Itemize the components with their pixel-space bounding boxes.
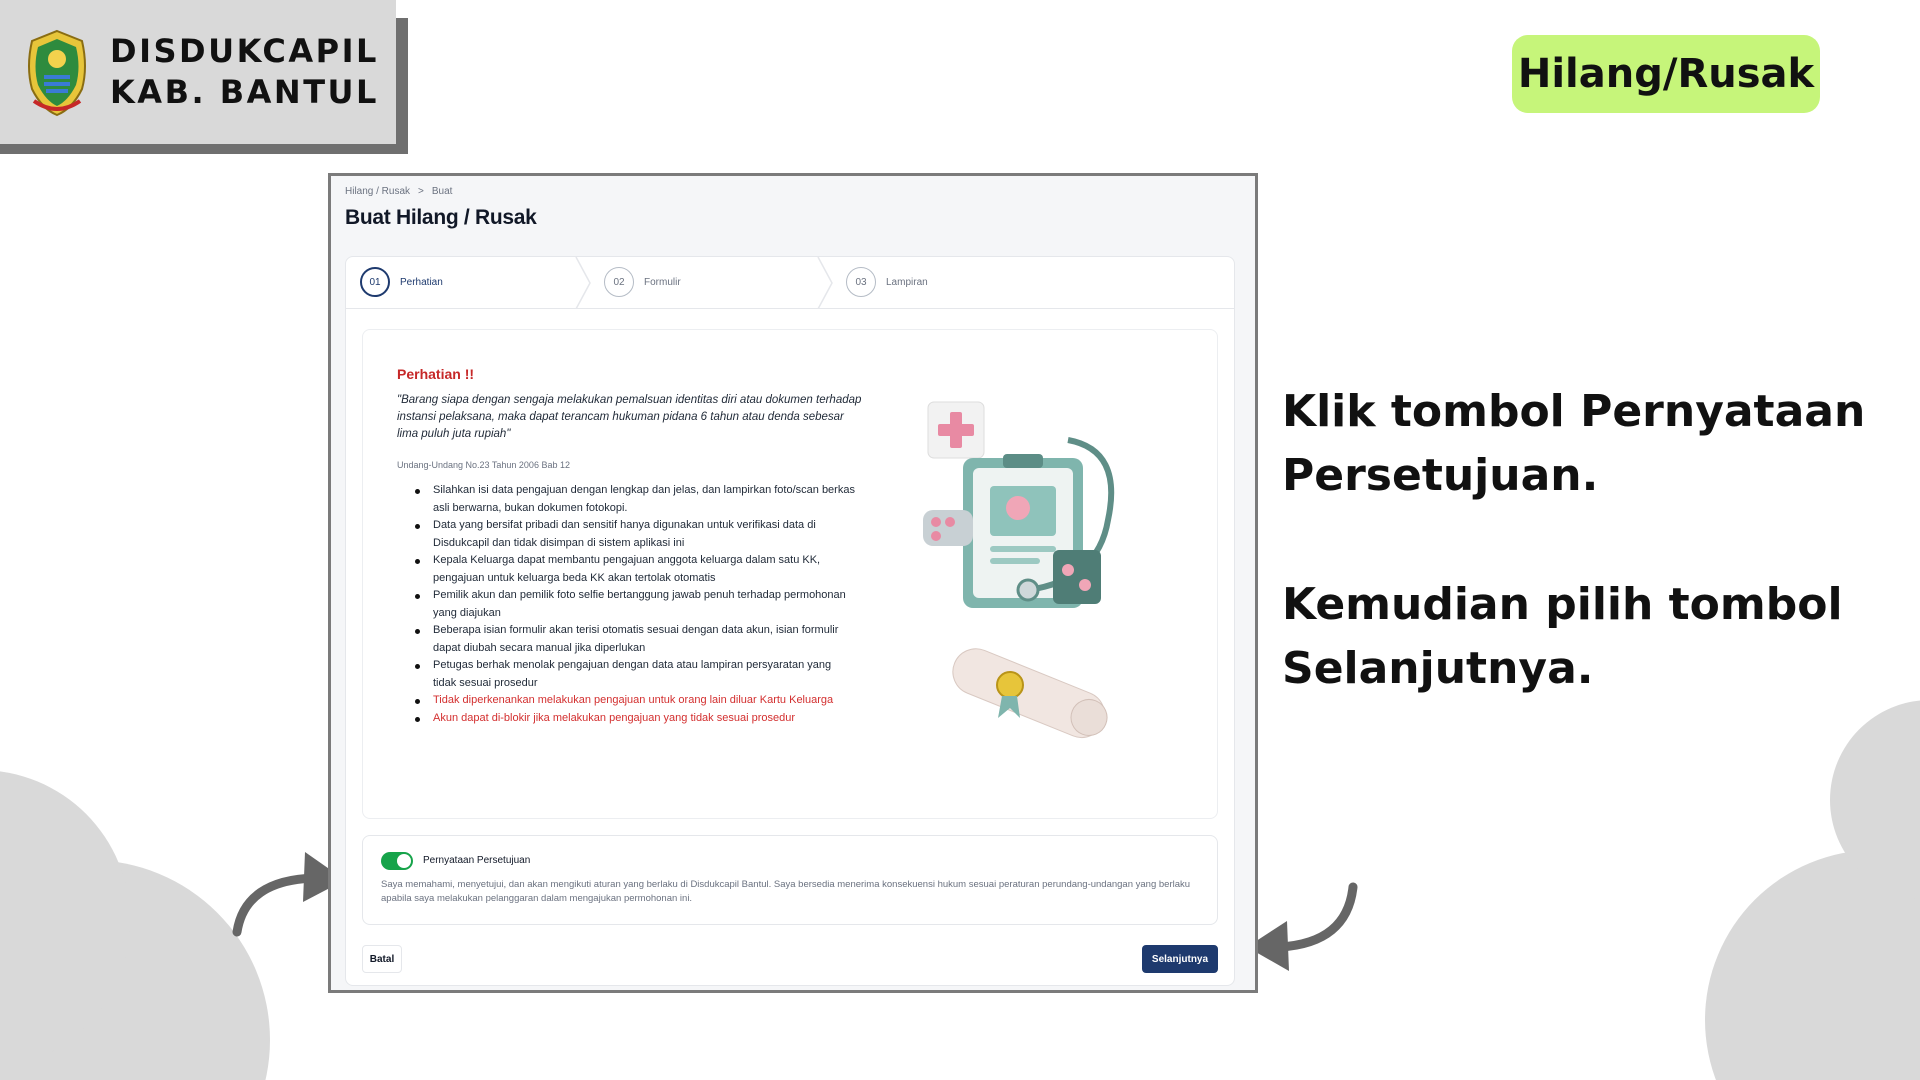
- step-divider-icon: [816, 257, 836, 309]
- breadcrumb-item-hilang-rusak[interactable]: Hilang / Rusak: [345, 186, 411, 197]
- rule-item-warning: Akun dapat di-blokir jika melakukan pengajuan yang tidak sesuai prosedur: [415, 710, 855, 728]
- rule-item-warning: Tidak diperkenankan melakukan pengajuan untuk orang lain diluar Kartu Keluarga: [415, 692, 855, 710]
- app-screenshot: [328, 173, 1258, 993]
- consent-title: Pernyataan Persetujuan: [423, 855, 531, 866]
- brand-line-1: DISDUKCAPIL: [110, 32, 379, 70]
- topic-tag: Hilang/Rusak: [1512, 35, 1820, 113]
- step-number: 02: [604, 267, 634, 297]
- notice-law-reference: Undang-Undang No.23 Tahun 2006 Bab 12: [397, 460, 570, 470]
- step-number: 03: [846, 267, 876, 297]
- consent-section: [362, 835, 1218, 925]
- brand-title: [110, 31, 379, 113]
- step-label: Formulir: [644, 276, 681, 288]
- step-label: Lampiran: [886, 276, 928, 288]
- notice-title: Perhatian !!: [397, 366, 475, 382]
- consent-description: Saya memahami, menyetujui, dan akan mengikuti aturan yang berlaku di Disdukcapil Bantul. Saya bersedia menerima konsekuensi hukum sesuai peraturan perundang-undangan yang berlaku apabila saya melakukan pelanggaran dalam mengajukan permohonan ini.: [381, 879, 1191, 904]
- brand-badge: [0, 0, 396, 144]
- medical-document-illustration: [918, 400, 1148, 750]
- instruction-line-2: Persetujuan.: [1282, 450, 1599, 501]
- next-button[interactable]: Selanjutnya: [1142, 945, 1218, 973]
- step-divider-icon: [574, 257, 594, 309]
- notice-quote: "Barang siapa dengan sengaja melakukan pemalsuan identitas diri atau dokumen terhadap instansi pelaksana, maka dapat terancam hukuman pidana 6 tahun atau denda sebesar lima puluh juta rupiah": [397, 394, 862, 440]
- cancel-button[interactable]: Batal: [362, 945, 402, 973]
- rule-item: Petugas berhak menolak pengajuan dengan data atau lampiran persyaratan yang tidak sesuai prosedur: [415, 657, 855, 692]
- bantul-emblem-icon: [24, 27, 90, 117]
- rule-item: Beberapa isian formulir akan terisi otomatis sesuai dengan data akun, isian formulir dapat diubah secara manual jika diperlukan: [415, 622, 855, 657]
- breadcrumb-item-buat: Buat: [431, 186, 453, 197]
- rule-item: Kepala Keluarga dapat membantu pengajuan anggota keluarga dalam satu KK, pengajuan untuk keluarga beda KK akan tertolak otomatis: [415, 552, 855, 587]
- stepper: [346, 257, 1234, 309]
- rule-item: Pemilik akun dan pemilik foto selfie bertanggung jawab penuh terhadap permohonan yang diajukan: [415, 587, 855, 622]
- consent-toggle[interactable]: [381, 852, 413, 870]
- brand-line-2: KAB. BANTUL: [110, 73, 379, 111]
- instruction-line-3: Kemudian pilih tombol: [1282, 579, 1843, 630]
- notice-panel: [362, 329, 1218, 819]
- page-title: Buat Hilang / Rusak: [345, 206, 537, 229]
- step-lampiran[interactable]: [846, 267, 928, 297]
- instruction-line-1: Klik tombol Pernyataan: [1282, 386, 1866, 437]
- breadcrumb-separator-icon: >: [418, 186, 424, 197]
- instruction-line-4: Selanjutnya.: [1282, 643, 1594, 694]
- rule-item: Data yang bersifat pribadi dan sensitif hanya digunakan untuk verifikasi data di Disdukcapil dan tidak disimpan di sistem aplikasi ini: [415, 517, 855, 552]
- rule-item: Silahkan isi data pengajuan dengan lengkap dan jelas, dan lampirkan foto/scan berkas asli berwarna, bukan dokumen fotokopi.: [415, 482, 855, 517]
- breadcrumb: [345, 186, 452, 197]
- step-label: Perhatian: [400, 276, 443, 288]
- form-card: [345, 256, 1235, 986]
- step-perhatian[interactable]: [360, 267, 443, 297]
- rules-list: [415, 482, 855, 727]
- step-formulir[interactable]: [604, 267, 681, 297]
- step-number: 01: [360, 267, 390, 297]
